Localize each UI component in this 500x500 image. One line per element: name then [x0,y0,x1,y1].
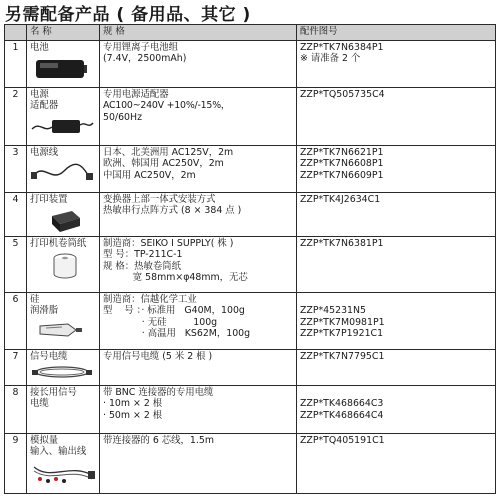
spec-line: · 10m × 2 根 [103,398,163,410]
paper-roll-icon [30,252,96,280]
part-number-cell [297,434,496,494]
part-number-cell [297,293,496,350]
signal-cable-icon [30,365,96,379]
header-name: 名 称 [27,25,100,41]
item-name: 润滑脂 [30,305,59,317]
part-number-cell [297,237,496,293]
spec-line: 带 BNC 连接器的专用电缆 [103,387,214,398]
item-spec-cell [100,434,297,494]
part-number-cell [297,146,496,193]
spec-line: 型 号：TP-211C-1 [103,249,183,261]
row-number: 8 [5,386,27,434]
spec-line: · 无硅 100g [103,316,218,328]
row-number: 6 [5,293,27,350]
table-row [5,434,496,494]
part-number-cell [297,88,496,146]
header-spec: 规 格 [100,25,297,41]
item-spec-cell [100,41,297,88]
spec-line: (7.4V，2500mAh) [103,53,187,65]
item-name-cell [27,146,100,193]
part-note: ※ 请准备 2 个 [300,53,361,65]
spec-line: 型 号 ：· 标准用 G40M，100g [103,305,245,317]
table-row [5,237,496,293]
header-no [5,25,27,41]
item-spec-cell [100,146,297,193]
table-row [5,350,496,386]
row-number: 7 [5,350,27,386]
header-part-number: 配件图号 [297,25,496,41]
item-name-cell [27,88,100,146]
row-number: 3 [5,146,27,193]
item-spec-cell [100,386,297,434]
row-number: 1 [5,41,27,88]
part-number: ZZP*TQ505735C4 [300,89,385,100]
table-row [5,41,496,88]
item-name: 电源线 [30,147,59,158]
spec-line: 专用信号电缆 (5 米 2 根 ) [103,351,213,362]
item-name-cell [27,350,100,386]
row-number: 2 [5,88,27,146]
part-number-cell [297,41,496,88]
spec-line: 规 格：热敏卷筒纸 [103,260,181,272]
parts-table [4,24,496,494]
spec-line: · 高温用 KS62M，100g [103,328,251,340]
grease-tube-icon [30,320,96,340]
part-number: ZZP*TK7M0981P1 [300,316,385,328]
part-number [300,387,492,398]
spec-line: AC100~240V +10%/-15%， [103,100,231,112]
spec-line: 专用电源适配器 [103,89,169,100]
table-row [5,146,496,193]
part-number-cell [297,350,496,386]
page-title: 另需配备产品 ( 备用品、其它 ) [5,5,251,25]
part-number: ZZP*TK7N6621P1 [300,147,384,158]
item-name: 电源 [30,89,49,100]
table-row [5,193,496,237]
power-adapter-icon [30,115,96,135]
row-number: 5 [5,237,27,293]
part-number: ZZP*TK4J2634C1 [300,194,381,205]
item-name: 模拟量 [30,435,59,446]
part-number [300,294,492,305]
spec-line: 50/60Hz [103,111,142,123]
row-number: 9 [5,434,27,494]
part-number: ZZP*TQ405191C1 [300,435,385,446]
item-name: 适配器 [30,100,59,112]
table-row [5,293,496,350]
item-name: 接长用信号 [30,387,77,398]
item-name-cell [27,434,100,494]
analog-io-cable-icon [30,461,96,485]
item-name: 输入、输出线 [30,446,87,458]
item-spec-cell [100,293,297,350]
part-number: ZZP*TK7N7795C1 [300,351,385,362]
spec-line: · 50m × 2 根 [103,409,163,421]
item-name-cell [27,41,100,88]
item-name: 电缆 [30,398,49,410]
spec-line: 制造商：SEIKO I SUPPLY( 株 ) [103,238,234,249]
battery-icon [30,56,96,82]
spec-line: 制造商：信越化学工业 [103,294,197,305]
part-number: ZZP*TK7N6608P1 [300,158,384,170]
part-number: ZZP*TK7N6384P1 [300,42,384,53]
spec-line: 带连接器的 6 芯线，1.5m [103,435,214,446]
spec-line: 热敏串行点阵方式 (8 × 384 点 ) [103,205,242,217]
part-number: ZZP*TK7P1921C1 [300,328,384,340]
table-header-row [5,25,496,41]
row-number: 4 [5,193,27,237]
item-name: 打印机卷筒纸 [30,238,87,249]
part-number-cell [297,193,496,237]
part-number: ZZP*TK7N6381P1 [300,238,384,249]
table-row [5,88,496,146]
item-name-cell [27,193,100,237]
item-spec-cell [100,88,297,146]
item-spec-cell [100,193,297,237]
spec-line: 宽 58mm×φ48mm，无芯 [103,272,248,284]
printer-icon [30,208,96,234]
part-number: ZZP*TK468664C4 [300,409,384,421]
power-cord-icon [30,161,96,183]
spec-line: 中国用 AC250V，2m [103,169,196,181]
part-number: ZZP*45231N5 [300,305,366,317]
item-name: 信号电缆 [30,351,68,362]
item-name: 电池 [30,42,49,53]
part-number-cell [297,386,496,434]
item-name-cell [27,386,100,434]
spec-line: 欧洲、韩国用 AC250V，2m [103,158,224,170]
part-number: ZZP*TK7N6609P1 [300,169,384,181]
spec-line: 变换器上部一体式安装方式 [103,194,216,205]
table-row [5,386,496,434]
item-spec-cell [100,350,297,386]
item-spec-cell [100,237,297,293]
part-number: ZZP*TK468664C3 [300,398,384,410]
item-name-cell [27,293,100,350]
item-name-cell [27,237,100,293]
spec-line: 专用锂离子电池组 [103,42,179,53]
item-name: 打印装置 [30,194,68,205]
item-name: 硅 [30,294,40,305]
spec-line: 日本、北美洲用 AC125V，2m [103,147,234,158]
